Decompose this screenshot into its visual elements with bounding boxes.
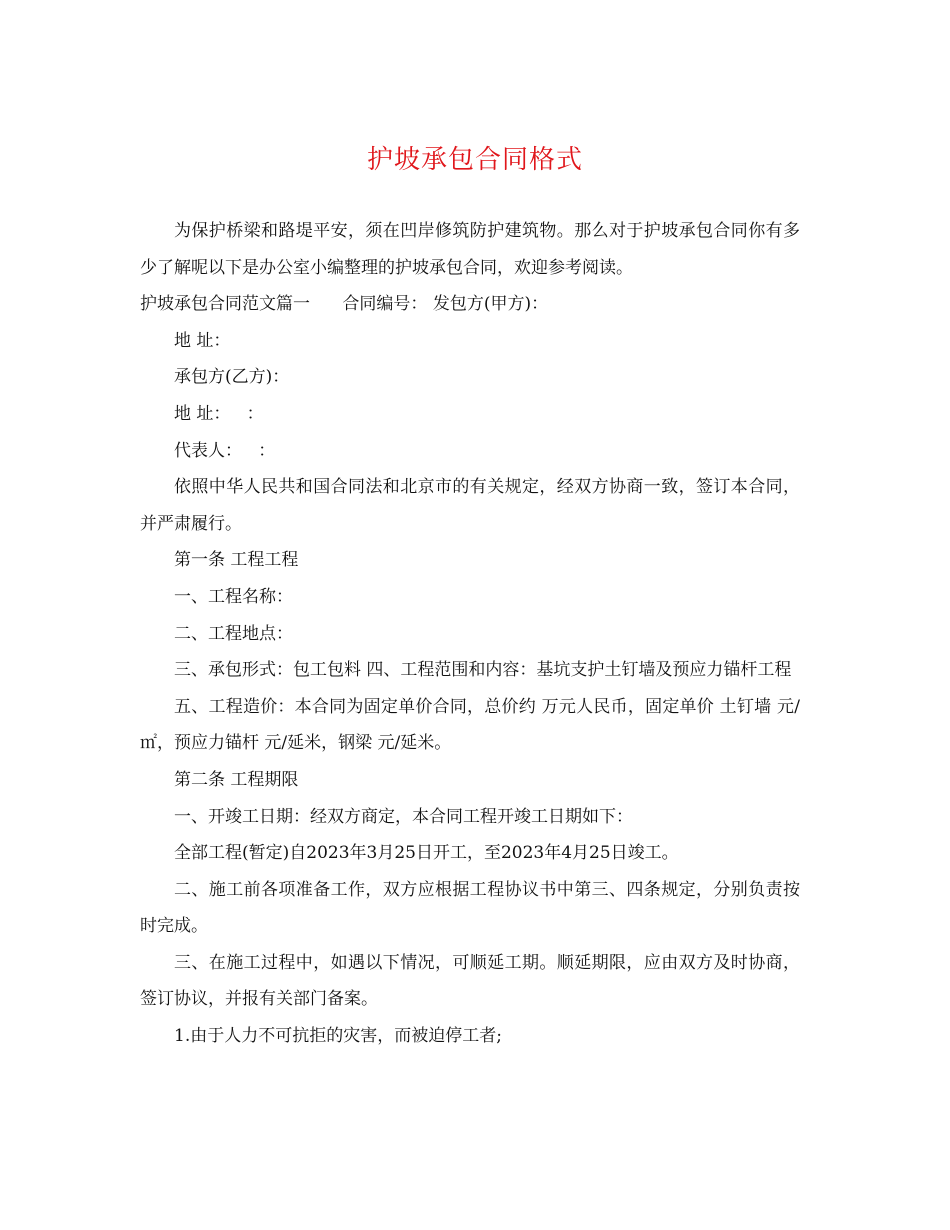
paragraph-project-cost: 五、工程造价：本合同为固定单价合同，总价约 万元人民币，固定单价 土钉墙 元/㎡，预应力锚杆 元/延米，钢梁 元/延米。 — [140, 696, 800, 754]
paragraph-project-location: 二、工程地点： — [174, 623, 293, 644]
paragraph-start-end-dates: 一、开竣工日期：经双方商定，本合同工程开竣工日期如下： — [174, 806, 633, 827]
paragraph-intro: 为保护桥梁和路堤平安，须在凹岸修筑防护建筑物。那么对于护坡承包合同你有多少了解呢以下是办公室小编整理的护坡承包合同，欢迎参考阅读。 — [140, 221, 800, 278]
paragraph-force-majeure: 1.由于人力不可抗拒的灾害，而被迫停工者; — [174, 1026, 502, 1047]
paragraph-party-b: 承包方(乙方)： — [174, 367, 290, 388]
paragraph-legal-basis: 依照中华人民共和国合同法和北京市的有关规定，经双方协商一致，签订本合同，并严肃履行。 — [140, 477, 800, 534]
paragraph-extension: 三、在施工过程中，如遇以下情况，可顺延工期。顺延期限，应由双方及时协商，签订协议，并报有关部门备案。 — [140, 952, 800, 1010]
paragraph-project-name: 一、工程名称： — [174, 586, 293, 607]
paragraph-article-1: 第一条 工程工程 — [174, 550, 299, 571]
page-title: 护坡承包合同格式 — [366, 145, 583, 175]
document-body — [140, 213, 800, 1055]
paragraph-contract-header: 护坡承包合同范文篇一 合同编号： 发包方(甲方)： — [140, 294, 549, 315]
paragraph-article-2: 第二条 工程期限 — [174, 769, 299, 790]
paragraph-address-a: 地 址： — [174, 330, 231, 351]
paragraph-preparation: 二、施工前各项准备工作，双方应根据工程协议书中第三、四条规定，分别负责按时完成。 — [140, 879, 800, 937]
paragraph-address-b: 地 址： ： — [174, 403, 264, 424]
paragraph-full-schedule: 全部工程(暂定)自2023年3月25日开工，至2023年4月25日竣工。 — [174, 843, 679, 864]
paragraph-representative: 代表人： ： — [174, 440, 276, 461]
paragraph-contract-form: 三、承包形式：包工包料 四、工程范围和内容：基坑支护土钉墙及预应力锚杆工程 — [174, 660, 792, 681]
